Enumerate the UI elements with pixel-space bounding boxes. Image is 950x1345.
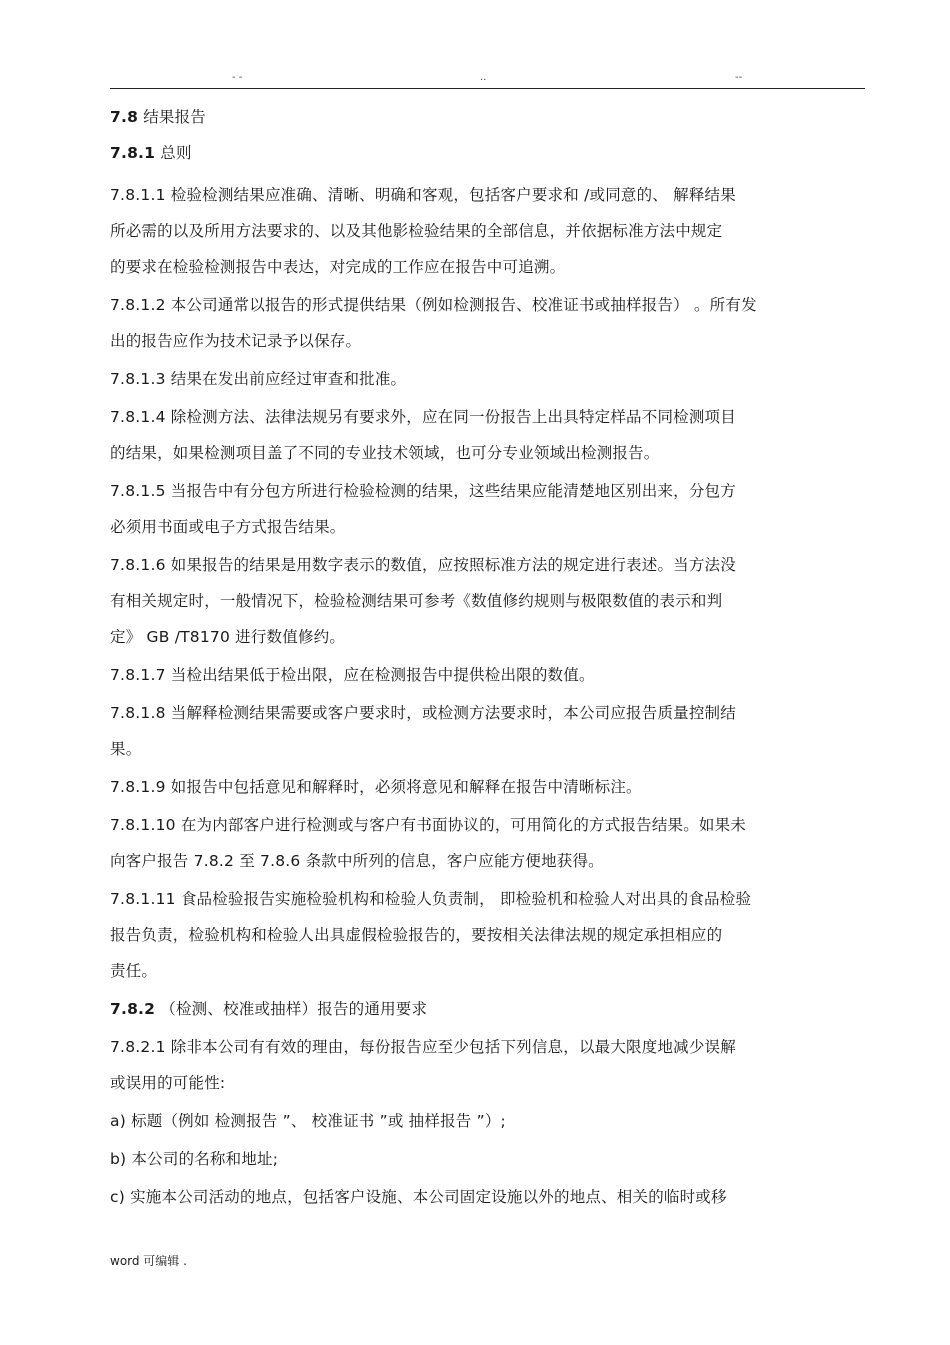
paragraph-line: 7.8.1.9 如报告中包括意见和解释时，必须将意见和解释在报告中清晰标注。 [110, 778, 642, 796]
paragraph-line: 的要求在检验检测报告中表达，对完成的工作应在报告中可追溯。 [110, 258, 566, 276]
paragraph-line: 出的报告应作为技术记录予以保存。 [110, 332, 362, 350]
paragraph-line: 果。 [110, 740, 142, 758]
subsection-2-number: 7.8.2 [110, 1000, 156, 1018]
paragraph-line: 7.8.1.6 如果报告的结果是用数字表示的数值，应按照标准方法的规定进行表述。当方法没 [110, 556, 736, 574]
paragraph-line: 7.8.1.2 本公司通常以报告的形式提供结果（例如检测报告、校准证书或抽样报告） 。所有发 [110, 296, 757, 314]
paragraph-line: 7.8.1.11 食品检验报告实施检验机构和检验人负责制， 即检验机和检验人对出具的食品检验 [110, 890, 752, 908]
header-left-mark: - - [232, 72, 243, 83]
paragraph-line: 7.8.1.8 当解释检测结果需要或客户要求时，或检测方法要求时，本公司应报告质量控制结 [110, 704, 736, 722]
paragraph-line: 向客户报告 7.8.2 至 7.8.6 条款中所列的信息，客户应能方便地获得。 [110, 852, 604, 870]
paragraph-line: 7.8.1.3 结果在发出前应经过审查和批准。 [110, 370, 407, 388]
paragraph-line: 7.8.1.4 除检测方法、法律法规另有要求外，应在同一份报告上出具特定样品不同检测项目 [110, 408, 736, 426]
paragraph-line: 7.8.2.1 除非本公司有有效的理由，每份报告应至少包括下列信息，以最大限度地减少误解 [110, 1038, 736, 1056]
paragraph-line: 7.8.1.7 当检出结果低于检出限，应在检测报告中提供检出限的数值。 [110, 666, 595, 684]
paragraph-line: 的结果，如果检测项目盖了不同的专业技术领域，也可分专业领域出检测报告。 [110, 444, 660, 462]
paragraph-line: 7.8.1.5 当报告中有分包方所进行检验检测的结果，这些结果应能清楚地区别出来，分包方 [110, 482, 736, 500]
paragraph-line: 报告负责，检验机构和检验人出具虚假检验报告的，要按相关法律法规的规定承担相应的 [110, 926, 723, 944]
section-title: 结果报告 [138, 108, 206, 126]
paragraph-line: 7.8.1.1 检验检测结果应准确、清晰、明确和客观，包括客户要求和 /或同意的、 解释结果 [110, 186, 736, 204]
paragraph-line: 定》 GB /T8170 进行数值修约。 [110, 628, 346, 646]
paragraph-line: 7.8.1.10 在为内部客户进行检测或与客户有书面协议的，可用简化的方式报告结果。如果未 [110, 816, 747, 834]
header-right-mark: -- [735, 72, 743, 83]
paragraph-line: 或误用的可能性: [110, 1074, 226, 1092]
section-number: 7.8 [110, 108, 139, 126]
subsection-title: 总则 [155, 144, 192, 162]
page-footer: word 可编辑 . [110, 1254, 187, 1268]
subsection-number: 7.8.1 [110, 144, 156, 162]
subsection-heading [110, 144, 865, 162]
list-item-a: a) 标题（例如 检测报告 ”、 校准证书 ”或 抽样报告 ”）; [110, 1112, 506, 1130]
list-item-b: b) 本公司的名称和地址; [110, 1150, 279, 1168]
paragraph-line: 责任。 [110, 962, 158, 980]
subsection-2-title: （检测、校准或抽样）报告的通用要求 [155, 1000, 428, 1018]
page-header [110, 68, 865, 89]
list-item-c: c) 实施本公司活动的地点，包括客户设施、本公司固定设施以外的地点、相关的临时或移 [110, 1188, 727, 1206]
header-middle-mark: .. [480, 72, 487, 83]
subsection-heading-2 [110, 1000, 865, 1018]
paragraph-line: 所必需的以及所用方法要求的、以及其他影检验结果的全部信息，并依据标准方法中规定 [110, 222, 723, 240]
section-heading [110, 108, 865, 126]
paragraph-line: 有相关规定时，一般情况下，检验检测结果可参考《数值修约规则与极限数值的表示和判 [110, 592, 723, 610]
document-body [110, 108, 865, 1206]
paragraph-line: 必须用书面或电子方式报告结果。 [110, 518, 346, 536]
